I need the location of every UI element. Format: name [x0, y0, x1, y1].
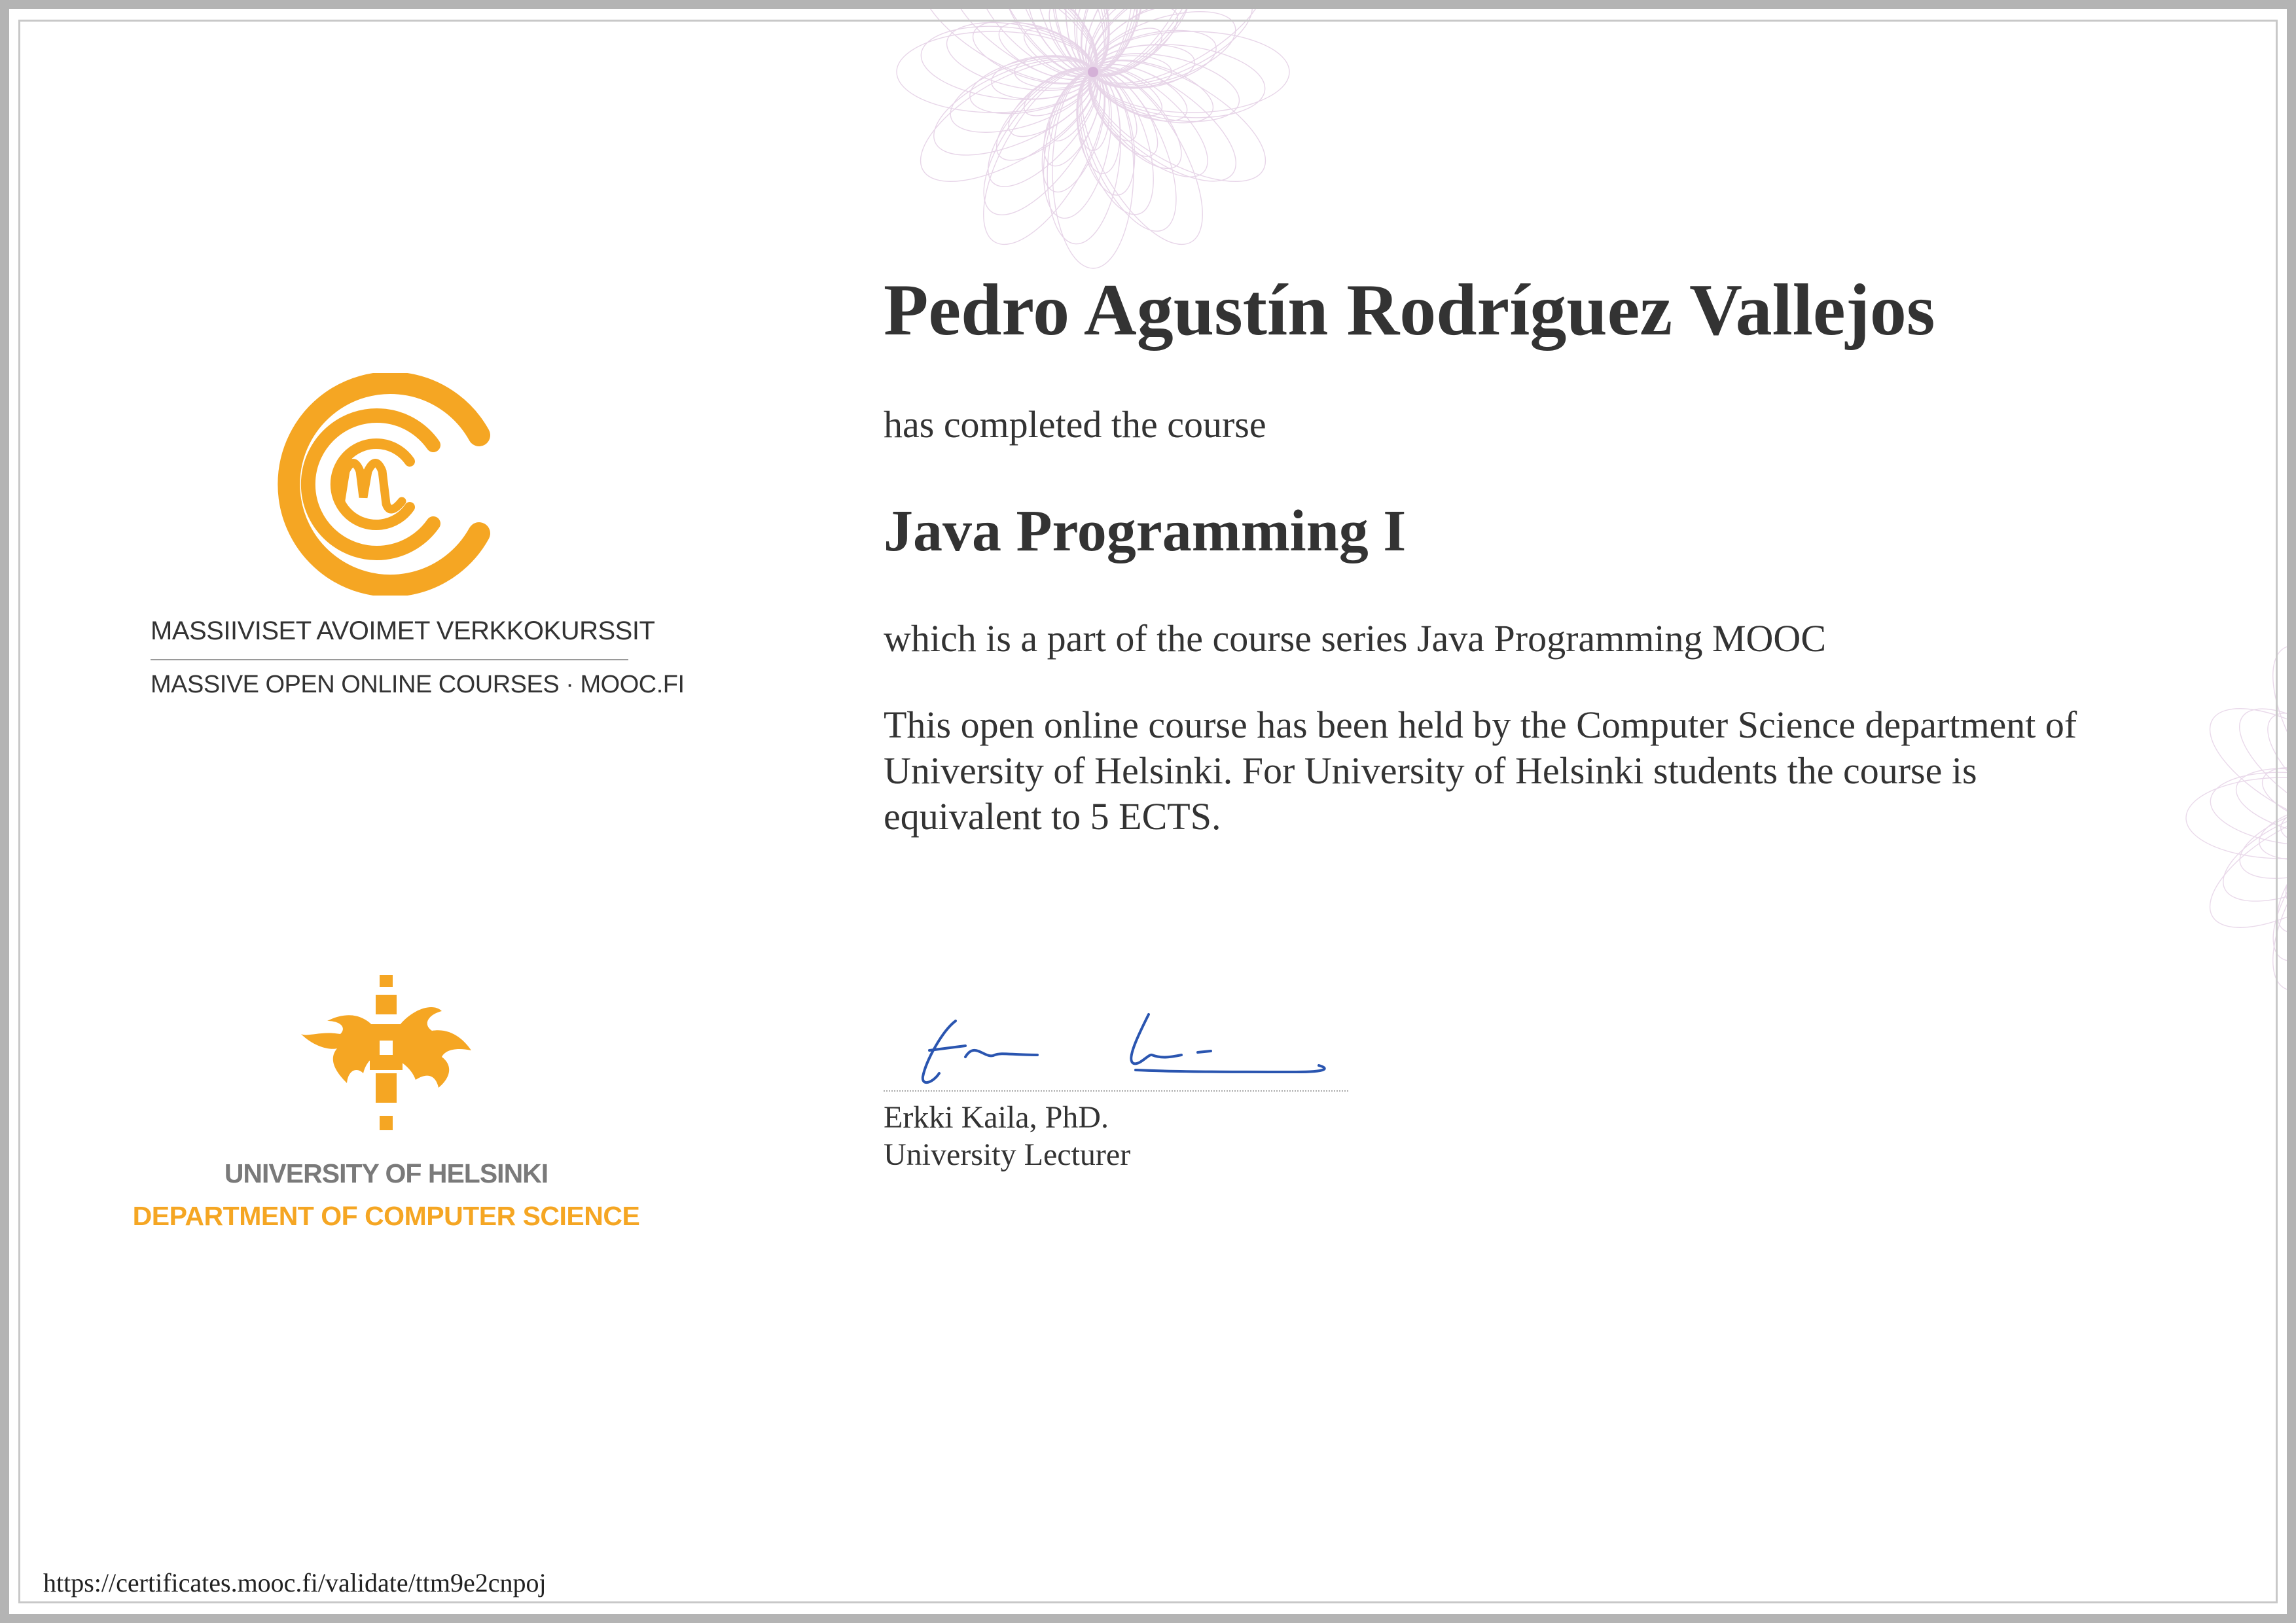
- recipient-name: Pedro Agustín Rodríguez Vallejos: [884, 270, 1935, 351]
- mooc-spiral-logo-icon: [262, 373, 511, 596]
- signatory-title: University Lecturer: [884, 1137, 1131, 1172]
- flame-torch-logo-icon: [301, 975, 471, 1132]
- course-series-statement: which is a part of the course series Java Programming MOOC: [884, 617, 1827, 660]
- signatory-name: Erkki Kaila, PhD.: [884, 1100, 1109, 1135]
- mooc-logo-divider: [151, 659, 628, 660]
- signature-line: [884, 1090, 1348, 1092]
- completion-statement: has completed the course: [884, 403, 1266, 446]
- mooc-finnish-tagline: MASSIIVISET AVOIMET VERKKOKURSSIT: [151, 616, 655, 645]
- rosette-top-decoration: [844, 0, 1342, 275]
- mooc-english-tagline: MASSIVE OPEN ONLINE COURSES · MOOC.FI: [151, 671, 685, 698]
- validation-url[interactable]: https://certificates.mooc.fi/validate/ttm9e2cnpoj: [43, 1568, 547, 1597]
- department-name: DEPARTMENT OF COMPUTER SCIENCE: [132, 1201, 640, 1231]
- rosette-right-decoration: [2127, 589, 2296, 1047]
- handwritten-signature: [903, 995, 1361, 1093]
- university-name: UNIVERSITY OF HELSINKI: [224, 1158, 548, 1188]
- course-title: Java Programming I: [884, 499, 1407, 563]
- course-description: This open online course has been held by the Computer Science department of University of Helsinki. For University of Helsinki students the course is equivalent to 5 ECTS.: [884, 704, 2077, 838]
